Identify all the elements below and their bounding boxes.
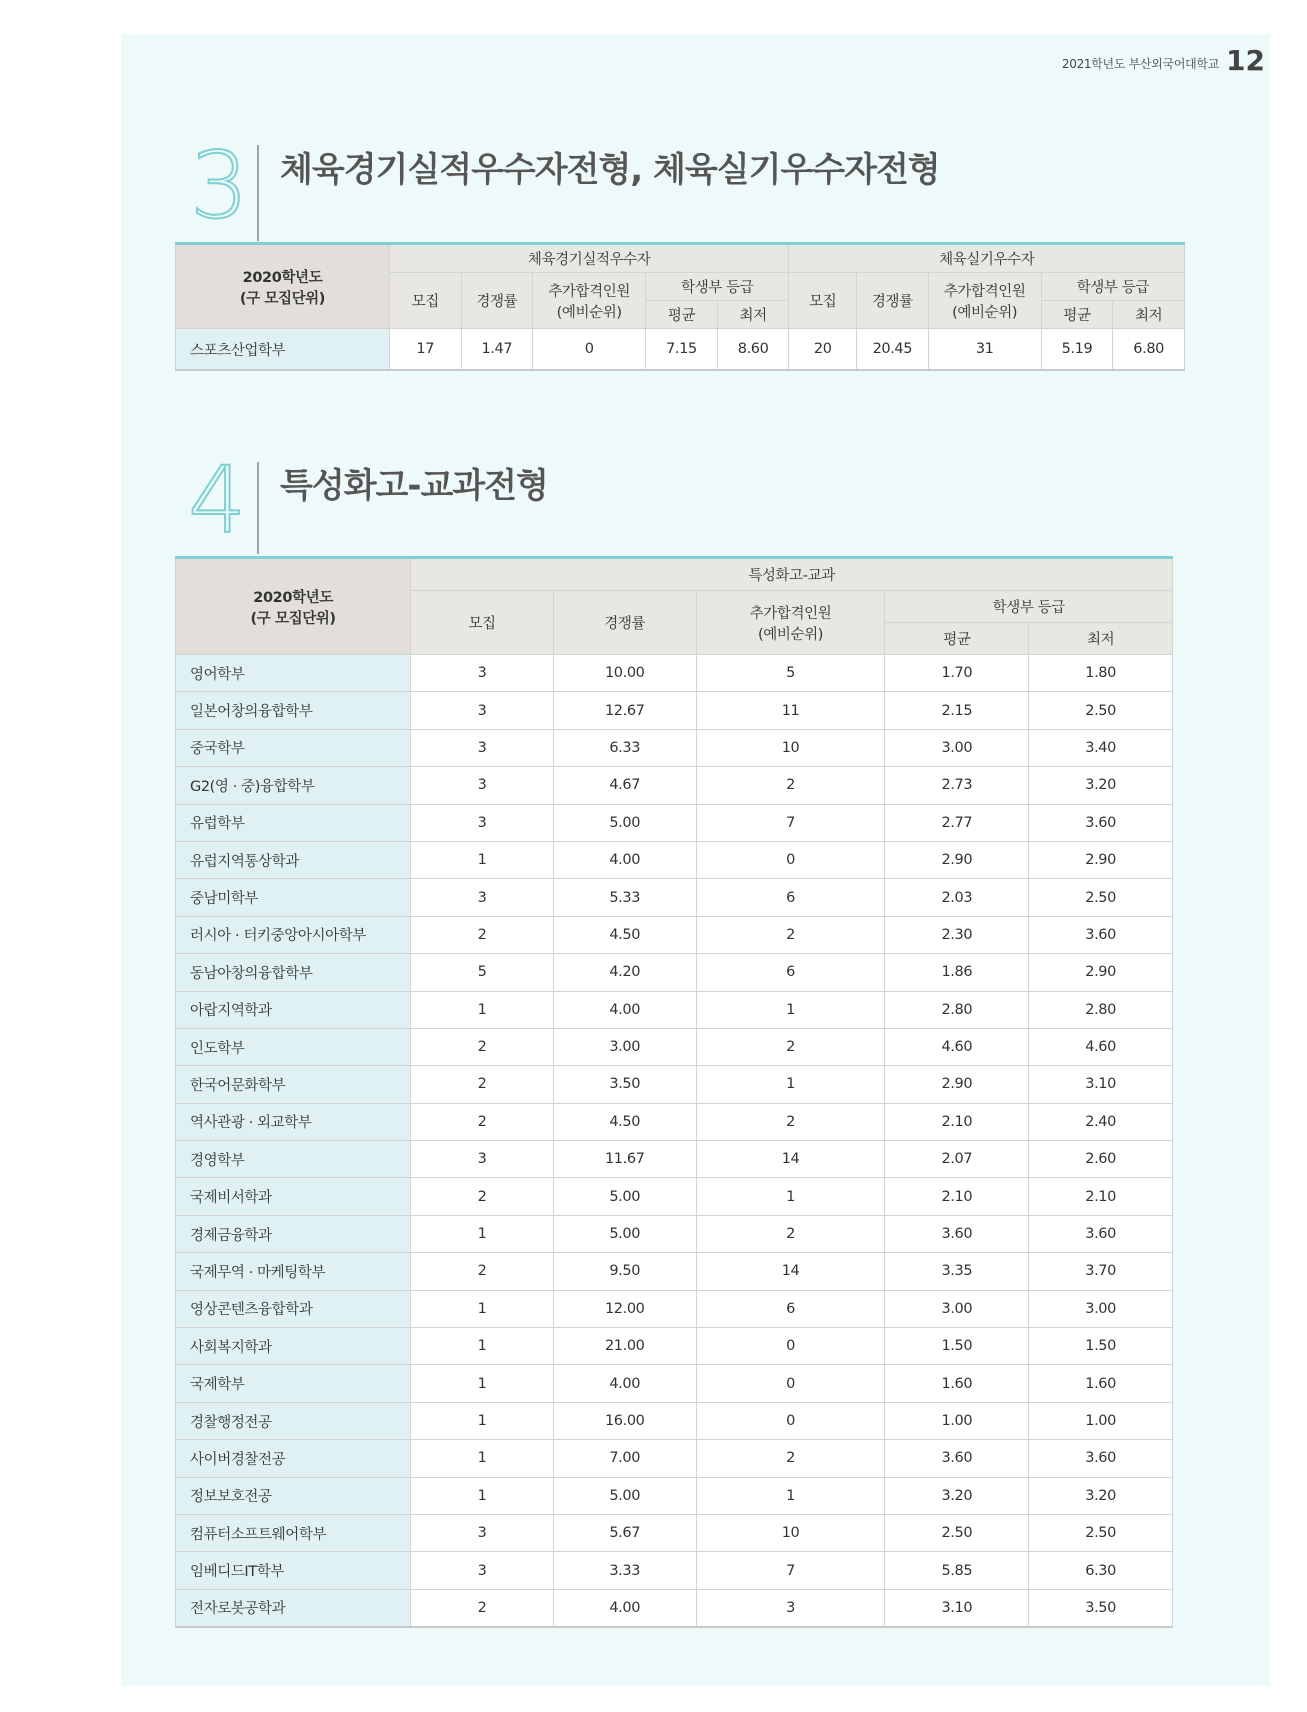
cell: 2.80 — [885, 991, 1029, 1028]
cell: 3.60 — [1029, 1215, 1173, 1252]
cell: 16.00 — [553, 1402, 696, 1439]
cell: 2.50 — [885, 1514, 1029, 1551]
cell: 3 — [411, 1514, 554, 1551]
cell: 6.33 — [553, 729, 696, 766]
cell: 6 — [696, 879, 885, 916]
cell: 2.73 — [885, 767, 1029, 804]
cell: 3 — [696, 1589, 885, 1627]
row-name: 국제학부 — [176, 1365, 411, 1402]
group-header-vocational: 특성화고-교과 — [411, 558, 1173, 591]
cell: 2.10 — [1029, 1178, 1173, 1215]
table-corner-header: 2020학년도 (구 모집단위) — [176, 558, 411, 655]
cell: 1.60 — [885, 1365, 1029, 1402]
cell: 1.47 — [461, 329, 533, 371]
table-row — [176, 1066, 1173, 1103]
table-row — [176, 1440, 1173, 1477]
table-row — [176, 954, 1173, 991]
cell: 6.30 — [1029, 1552, 1173, 1589]
table-row — [176, 1215, 1173, 1252]
row-name: 국제비서학과 — [176, 1178, 411, 1215]
cell: 5.00 — [553, 804, 696, 841]
row-name: 아랍지역학과 — [176, 991, 411, 1028]
cell: 3.00 — [1029, 1290, 1173, 1327]
col-grade: 학생부 등급 — [1041, 273, 1184, 301]
cell: 11.67 — [553, 1141, 696, 1178]
cell: 20.45 — [857, 329, 929, 371]
col-avg: 평균 — [1041, 301, 1113, 329]
cell: 1 — [411, 991, 554, 1028]
cell: 2.90 — [885, 841, 1029, 878]
cell: 3 — [411, 692, 554, 729]
cell: 5.33 — [553, 879, 696, 916]
cell: 1 — [411, 1402, 554, 1439]
table-row — [176, 1589, 1173, 1627]
cell: 4.00 — [553, 1365, 696, 1402]
cell: 7 — [696, 804, 885, 841]
cell: 2.10 — [885, 1103, 1029, 1140]
group-header-athletic-skill: 체육실기우수자 — [789, 244, 1185, 273]
table-row — [176, 729, 1173, 766]
row-name: 경제금융학과 — [176, 1215, 411, 1252]
cell: 21.00 — [553, 1328, 696, 1365]
row-name: 영상콘텐츠융합학과 — [176, 1290, 411, 1327]
cell: 1 — [411, 1477, 554, 1514]
col-recruit: 모집 — [411, 591, 554, 655]
cell: 1 — [411, 841, 554, 878]
table-row — [176, 1552, 1173, 1589]
table-row — [176, 879, 1173, 916]
cell: 0 — [696, 841, 885, 878]
row-name: 컴퓨터소프트웨어학부 — [176, 1514, 411, 1551]
cell: 1.80 — [1029, 655, 1173, 692]
cell: 1 — [696, 1477, 885, 1514]
col-extra: 추가합격인원 (예비순위) — [928, 273, 1041, 329]
cell: 3.20 — [1029, 767, 1173, 804]
cell: 2 — [411, 1028, 554, 1065]
cell: 3.60 — [885, 1215, 1029, 1252]
cell: 2 — [696, 1440, 885, 1477]
cell: 0 — [696, 1365, 885, 1402]
col-avg: 평균 — [646, 301, 718, 329]
col-grade: 학생부 등급 — [646, 273, 789, 301]
table-row — [176, 1365, 1173, 1402]
cell: 5.67 — [553, 1514, 696, 1551]
cell: 3.60 — [885, 1440, 1029, 1477]
col-rate: 경쟁률 — [553, 591, 696, 655]
cell: 3.50 — [1029, 1589, 1173, 1627]
section-3-divider — [257, 145, 259, 241]
cell: 2.90 — [885, 1066, 1029, 1103]
cell: 1.00 — [885, 1402, 1029, 1439]
cell: 2 — [696, 1028, 885, 1065]
table-row — [176, 1103, 1173, 1140]
cell: 3.60 — [1029, 804, 1173, 841]
table-row — [176, 1402, 1173, 1439]
col-recruit: 모집 — [789, 273, 857, 329]
cell: 3.70 — [1029, 1253, 1173, 1290]
cell: 3.33 — [553, 1552, 696, 1589]
row-name: 유럽학부 — [176, 804, 411, 841]
section-4-divider — [257, 462, 259, 554]
table-row — [176, 1290, 1173, 1327]
table-row — [176, 329, 1185, 371]
cell: 2 — [696, 1215, 885, 1252]
cell: 14 — [696, 1141, 885, 1178]
col-min: 최저 — [1113, 301, 1185, 329]
cell: 3.10 — [1029, 1066, 1173, 1103]
cell: 2.07 — [885, 1141, 1029, 1178]
row-name: 역사관광 · 외교학부 — [176, 1103, 411, 1140]
row-name: 러시아 · 터키중앙아시아학부 — [176, 916, 411, 953]
cell: 4.50 — [553, 916, 696, 953]
cell: 2.10 — [885, 1178, 1029, 1215]
cell: 4.60 — [885, 1028, 1029, 1065]
table-row — [176, 1253, 1173, 1290]
row-name: 경찰행정전공 — [176, 1402, 411, 1439]
cell: 6 — [696, 1290, 885, 1327]
row-name: 유럽지역통상학과 — [176, 841, 411, 878]
table-corner-header: 2020학년도 (구 모집단위) — [176, 244, 390, 329]
cell: 2.90 — [1029, 841, 1173, 878]
cell: 4.50 — [553, 1103, 696, 1140]
cell: 6 — [696, 954, 885, 991]
table-row — [176, 1028, 1173, 1065]
cell: 0 — [696, 1328, 885, 1365]
cell: 2.30 — [885, 916, 1029, 953]
cell: 1 — [696, 991, 885, 1028]
table-row — [176, 1141, 1173, 1178]
cell: 1.70 — [885, 655, 1029, 692]
cell: 3 — [411, 729, 554, 766]
cell: 4.20 — [553, 954, 696, 991]
cell: 6.80 — [1113, 329, 1185, 371]
row-name: 중국학부 — [176, 729, 411, 766]
row-name: 경영학부 — [176, 1141, 411, 1178]
cell: 2 — [411, 1178, 554, 1215]
cell: 4.00 — [553, 991, 696, 1028]
cell: 4.67 — [553, 767, 696, 804]
cell: 1 — [411, 1215, 554, 1252]
cell: 1.86 — [885, 954, 1029, 991]
cell: 2.50 — [1029, 879, 1173, 916]
cell: 3 — [411, 767, 554, 804]
cell: 2 — [696, 916, 885, 953]
cell: 8.60 — [717, 329, 789, 371]
row-name: 동남아창의융합학부 — [176, 954, 411, 991]
section-3-title: 체육경기실적우수자전형, 체육실기우수자전형 — [280, 150, 940, 190]
row-name: 영어학부 — [176, 655, 411, 692]
cell: 3 — [411, 1552, 554, 1589]
section-3-number: 3 — [190, 132, 249, 239]
cell: 3.60 — [1029, 916, 1173, 953]
section-3-table — [175, 242, 1185, 371]
section-4-title: 특성화고-교과전형 — [280, 466, 548, 506]
cell: 1 — [696, 1066, 885, 1103]
cell: 2 — [411, 916, 554, 953]
cell: 0 — [696, 1402, 885, 1439]
cell: 1 — [696, 1178, 885, 1215]
cell: 3.60 — [1029, 1440, 1173, 1477]
col-grade: 학생부 등급 — [885, 591, 1173, 623]
cell: 3.10 — [885, 1589, 1029, 1627]
cell: 4.00 — [553, 1589, 696, 1627]
cell: 3 — [411, 879, 554, 916]
table-row — [176, 767, 1173, 804]
col-extra: 추가합격인원 (예비순위) — [533, 273, 646, 329]
cell: 5.85 — [885, 1552, 1029, 1589]
cell: 10 — [696, 729, 885, 766]
cell: 0 — [533, 329, 646, 371]
page-number: 12 — [1226, 44, 1265, 77]
cell: 2 — [411, 1066, 554, 1103]
cell: 7.15 — [646, 329, 718, 371]
table-row — [176, 804, 1173, 841]
col-extra: 추가합격인원 (예비순위) — [696, 591, 885, 655]
table-row — [176, 655, 1173, 692]
table-row — [176, 1514, 1173, 1551]
cell: 1 — [411, 1365, 554, 1402]
col-recruit: 모집 — [389, 273, 461, 329]
col-min: 최저 — [717, 301, 789, 329]
cell: 17 — [389, 329, 461, 371]
cell: 5.00 — [553, 1178, 696, 1215]
cell: 5.19 — [1041, 329, 1113, 371]
cell: 12.67 — [553, 692, 696, 729]
row-name: 한국어문화학부 — [176, 1066, 411, 1103]
cell: 2.40 — [1029, 1103, 1173, 1140]
table-row — [176, 1328, 1173, 1365]
cell: 1 — [411, 1440, 554, 1477]
cell: 2 — [411, 1103, 554, 1140]
table-row — [176, 991, 1173, 1028]
cell: 3 — [411, 1141, 554, 1178]
row-name: 인도학부 — [176, 1028, 411, 1065]
cell: 31 — [928, 329, 1041, 371]
table-row — [176, 1178, 1173, 1215]
cell: 5 — [411, 954, 554, 991]
cell: 2 — [696, 767, 885, 804]
cell: 2.77 — [885, 804, 1029, 841]
cell: 2.50 — [1029, 692, 1173, 729]
cell: 4.00 — [553, 841, 696, 878]
cell: 4.60 — [1029, 1028, 1173, 1065]
cell: 14 — [696, 1253, 885, 1290]
table-row — [176, 692, 1173, 729]
col-rate: 경쟁률 — [857, 273, 929, 329]
col-min: 최저 — [1029, 623, 1173, 655]
cell: 9.50 — [553, 1253, 696, 1290]
cell: 3 — [411, 655, 554, 692]
section-4-number: 4 — [188, 447, 247, 554]
cell: 1 — [411, 1290, 554, 1327]
cell: 3.00 — [885, 1290, 1029, 1327]
cell: 2.50 — [1029, 1514, 1173, 1551]
cell: 2.90 — [1029, 954, 1173, 991]
cell: 2 — [411, 1589, 554, 1627]
table-row — [176, 1477, 1173, 1514]
cell: 5.00 — [553, 1477, 696, 1514]
cell: 3.20 — [885, 1477, 1029, 1514]
group-header-athletic-record: 체육경기실적우수자 — [389, 244, 789, 273]
cell: 1.50 — [885, 1328, 1029, 1365]
row-name: 중남미학부 — [176, 879, 411, 916]
row-name: 스포츠산업학부 — [176, 329, 390, 371]
running-title: 2021학년도 부산외국어대학교 — [1061, 57, 1219, 71]
cell: 1.50 — [1029, 1328, 1173, 1365]
table-row — [176, 841, 1173, 878]
cell: 7.00 — [553, 1440, 696, 1477]
cell: 3.00 — [553, 1028, 696, 1065]
section-4-table — [175, 556, 1173, 1628]
cell: 20 — [789, 329, 857, 371]
cell: 10.00 — [553, 655, 696, 692]
cell: 12.00 — [553, 1290, 696, 1327]
cell: 1.00 — [1029, 1402, 1173, 1439]
row-name: 정보보호전공 — [176, 1477, 411, 1514]
cell: 11 — [696, 692, 885, 729]
row-name: G2(영 · 중)융합학부 — [176, 767, 411, 804]
row-name: 사회복지학과 — [176, 1328, 411, 1365]
cell: 1.60 — [1029, 1365, 1173, 1402]
cell: 10 — [696, 1514, 885, 1551]
row-name: 일본어창의융합학부 — [176, 692, 411, 729]
cell: 2 — [696, 1103, 885, 1140]
cell: 2 — [411, 1253, 554, 1290]
cell: 3.35 — [885, 1253, 1029, 1290]
row-name: 임베디드IT학부 — [176, 1552, 411, 1589]
cell: 2.60 — [1029, 1141, 1173, 1178]
cell: 2.15 — [885, 692, 1029, 729]
row-name: 사이버경찰전공 — [176, 1440, 411, 1477]
row-name: 국제무역 · 마케팅학부 — [176, 1253, 411, 1290]
cell: 1 — [411, 1328, 554, 1365]
cell: 3.20 — [1029, 1477, 1173, 1514]
table-row — [176, 916, 1173, 953]
cell: 7 — [696, 1552, 885, 1589]
col-rate: 경쟁률 — [461, 273, 533, 329]
cell: 3.40 — [1029, 729, 1173, 766]
cell: 3 — [411, 804, 554, 841]
cell: 5 — [696, 655, 885, 692]
cell: 2.80 — [1029, 991, 1173, 1028]
row-name: 전자로봇공학과 — [176, 1589, 411, 1627]
col-avg: 평균 — [885, 623, 1029, 655]
cell: 3.00 — [885, 729, 1029, 766]
cell: 5.00 — [553, 1215, 696, 1252]
cell: 3.50 — [553, 1066, 696, 1103]
cell: 2.03 — [885, 879, 1029, 916]
